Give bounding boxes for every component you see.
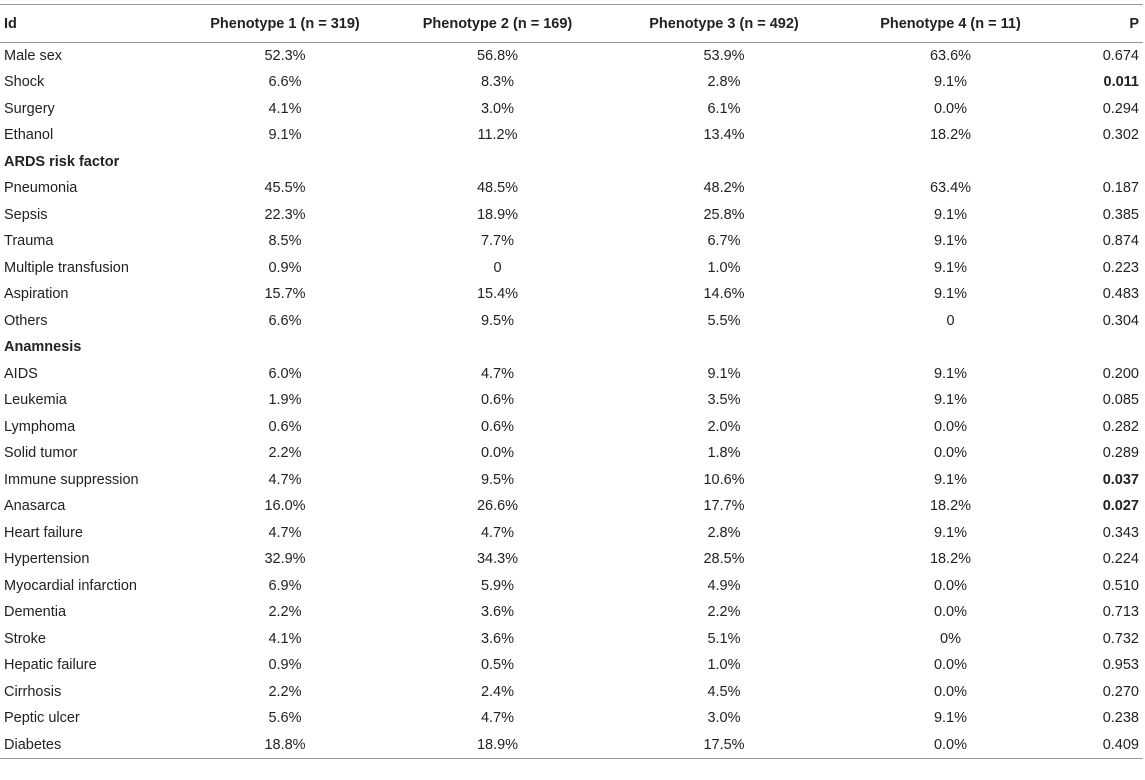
cell-p-value: 0.674 xyxy=(1102,48,1139,64)
cell-p-value: 0.732 xyxy=(1102,630,1139,647)
cell-phenotype-3: 5.1% xyxy=(707,630,741,647)
table-row xyxy=(0,43,1143,70)
cell-phenotype-4: 0% xyxy=(940,630,961,647)
table-row xyxy=(0,228,1143,255)
cell-phenotype-1: 4.7% xyxy=(268,471,302,488)
row-label: Immune suppression xyxy=(4,471,139,488)
cell-phenotype-4: 9.1% xyxy=(933,524,968,541)
row-label: Peptic ulcer xyxy=(4,710,80,727)
cell-p-value: 0.510 xyxy=(1102,577,1139,594)
cell-p-value: 0.302 xyxy=(1102,127,1139,144)
cell-phenotype-4: 0.0% xyxy=(933,577,968,594)
cell-p-value: 0.187 xyxy=(1102,180,1139,197)
table-row xyxy=(0,546,1143,573)
cell-p-value: 0.238 xyxy=(1102,710,1139,727)
cell-phenotype-3: 48.2% xyxy=(703,180,745,197)
table-row xyxy=(0,308,1143,335)
cell-phenotype-3: 2.0% xyxy=(707,418,741,435)
cell-p-value: 0.409 xyxy=(1063,732,1143,759)
row-label: Hepatic failure xyxy=(4,657,97,674)
cell-p-value: 0.037 xyxy=(1102,471,1139,488)
cell-phenotype-1: 15.7% xyxy=(264,286,306,303)
row-label: Hypertension xyxy=(4,551,90,568)
cell-p-value: 0.713 xyxy=(1102,604,1139,621)
cell-phenotype-2: 56.8% xyxy=(476,48,519,64)
cell-p-value: 0.483 xyxy=(1102,286,1139,303)
cell-phenotype-2: 5.9% xyxy=(480,577,515,594)
cell-p-value: 0.200 xyxy=(1102,365,1139,382)
cell-phenotype-1: 18.8% xyxy=(185,732,385,759)
table-row xyxy=(0,255,1143,282)
cell-phenotype-2: 11.2% xyxy=(477,127,518,144)
table-row xyxy=(0,467,1143,494)
cell-phenotype-3: 13.4% xyxy=(703,127,745,144)
cell-phenotype-3: 17.5% xyxy=(610,732,838,759)
cell-phenotype-1: 6.6% xyxy=(268,74,302,91)
row-label: Surgery xyxy=(4,100,55,117)
cell-phenotype-3: 1.8% xyxy=(707,445,741,462)
cell-phenotype-4: 0.0% xyxy=(933,657,968,674)
cell-phenotype-4: 0 xyxy=(946,312,955,329)
cell-phenotype-3: 25.8% xyxy=(703,206,745,223)
cell-p-value: 0.304 xyxy=(1102,312,1139,329)
cell-phenotype-2: 0.5% xyxy=(480,657,515,674)
cell-phenotype-2: 0.0% xyxy=(480,445,515,462)
cell-phenotype-1: 8.5% xyxy=(268,233,302,250)
cell-phenotype-1: 0.6% xyxy=(268,418,302,435)
cell-phenotype-2: 3.6% xyxy=(480,604,515,621)
cell-phenotype-1: 5.6% xyxy=(268,710,302,727)
row-label: Sepsis xyxy=(4,206,48,223)
cell-phenotype-3: 1.0% xyxy=(707,657,741,674)
cell-phenotype-3: 2.2% xyxy=(707,604,741,621)
table-row xyxy=(0,96,1143,123)
table-row xyxy=(0,493,1143,520)
cell-p-value: 0.343 xyxy=(1102,524,1139,541)
cell-phenotype-1: 0.9% xyxy=(268,259,302,276)
section-label: Anamnesis xyxy=(4,339,82,356)
cell-phenotype-1: 2.2% xyxy=(268,604,302,621)
cell-phenotype-1: 22.3% xyxy=(264,206,306,223)
cell-phenotype-1: 6.6% xyxy=(268,312,302,329)
cell-phenotype-3: 4.9% xyxy=(707,577,741,594)
row-label: Diabetes xyxy=(0,732,185,759)
cell-phenotype-4: 18.2% xyxy=(929,127,972,144)
cell-phenotype-4: 63.6% xyxy=(929,48,972,64)
cell-p-value: 0.289 xyxy=(1102,445,1139,462)
header-row xyxy=(0,5,1143,43)
cell-phenotype-3: 6.1% xyxy=(707,100,741,117)
cell-phenotype-2: 2.4% xyxy=(480,683,515,700)
table-row xyxy=(0,732,1143,759)
table-row xyxy=(0,122,1143,149)
table-row xyxy=(0,202,1143,229)
cell-phenotype-2: 18.9% xyxy=(476,206,519,223)
cell-phenotype-4: 63.4% xyxy=(929,180,972,197)
table-row xyxy=(0,361,1143,388)
table-row xyxy=(0,440,1143,467)
cell-phenotype-2: 8.3% xyxy=(480,74,515,91)
section-header-row xyxy=(0,149,1143,176)
cell-p-value: 0.270 xyxy=(1102,683,1139,700)
table-row xyxy=(0,414,1143,441)
cell-phenotype-3: 5.5% xyxy=(707,312,741,329)
cell-phenotype-1: 6.9% xyxy=(268,577,302,594)
table-row xyxy=(0,175,1143,202)
cell-p-value: 0.282 xyxy=(1102,418,1139,435)
row-label: Solid tumor xyxy=(4,445,78,462)
header-phenotype-4: Phenotype 4 (n = 11) xyxy=(838,5,1063,43)
cell-p-value: 0.874 xyxy=(1102,233,1139,250)
cell-phenotype-4: 0.0% xyxy=(838,732,1063,759)
cell-phenotype-4: 0.0% xyxy=(933,418,968,435)
cell-phenotype-3: 4.5% xyxy=(707,683,741,700)
section-header-row xyxy=(0,334,1143,361)
cell-p-value: 0.294 xyxy=(1102,100,1139,117)
row-label: Multiple transfusion xyxy=(4,259,129,276)
cell-phenotype-4: 0.0% xyxy=(933,445,968,462)
phenotype-table xyxy=(0,4,1143,759)
cell-phenotype-3: 14.6% xyxy=(703,286,745,303)
cell-phenotype-4: 0.0% xyxy=(933,683,968,700)
cell-phenotype-4: 9.1% xyxy=(933,233,968,250)
cell-phenotype-1: 6.0% xyxy=(268,365,302,382)
cell-phenotype-2: 4.7% xyxy=(480,365,515,382)
row-label: Male sex xyxy=(4,48,63,64)
cell-p-value: 0.011 xyxy=(1103,74,1139,91)
row-label: Leukemia xyxy=(4,392,67,409)
cell-phenotype-1: 16.0% xyxy=(264,498,306,515)
cell-p-value: 0.085 xyxy=(1102,392,1139,409)
cell-phenotype-3: 1.0% xyxy=(707,259,741,276)
cell-phenotype-2: 3.0% xyxy=(480,100,515,117)
cell-phenotype-1: 4.1% xyxy=(268,100,302,117)
table-row xyxy=(0,520,1143,547)
cell-phenotype-3: 53.9% xyxy=(703,48,745,64)
cell-phenotype-1: 9.1% xyxy=(268,127,302,144)
row-label: Others xyxy=(4,312,48,329)
table-row xyxy=(0,679,1143,706)
table-row xyxy=(0,573,1143,600)
cell-phenotype-3: 28.5% xyxy=(703,551,745,568)
cell-phenotype-4: 9.1% xyxy=(933,471,968,488)
cell-phenotype-3: 10.6% xyxy=(703,471,745,488)
cell-phenotype-1: 45.5% xyxy=(264,180,306,197)
cell-p-value: 0.224 xyxy=(1102,551,1139,568)
cell-phenotype-3: 6.7% xyxy=(707,233,741,250)
cell-phenotype-4: 9.1% xyxy=(933,392,968,409)
cell-phenotype-4: 0.0% xyxy=(933,604,968,621)
row-label: Aspiration xyxy=(4,286,69,303)
table-row xyxy=(0,387,1143,414)
table-row xyxy=(0,69,1143,96)
row-label: Ethanol xyxy=(4,127,54,144)
row-label: Trauma xyxy=(4,233,54,250)
cell-phenotype-2: 3.6% xyxy=(480,630,515,647)
cell-phenotype-2: 48.5% xyxy=(476,180,519,197)
cell-phenotype-4: 9.1% xyxy=(933,286,968,303)
cell-phenotype-1: 4.7% xyxy=(268,524,302,541)
cell-phenotype-3: 9.1% xyxy=(707,365,741,382)
cell-phenotype-4: 18.2% xyxy=(929,551,972,568)
cell-phenotype-1: 32.9% xyxy=(264,551,306,568)
cell-phenotype-1: 1.9% xyxy=(268,392,302,409)
cell-p-value: 0.385 xyxy=(1102,206,1139,223)
cell-phenotype-4: 9.1% xyxy=(933,365,968,382)
cell-phenotype-3: 2.8% xyxy=(707,524,741,541)
table-row xyxy=(0,599,1143,626)
cell-p-value: 0.953 xyxy=(1102,657,1139,674)
header-p-value: P xyxy=(1063,5,1143,43)
row-label: Cirrhosis xyxy=(4,683,62,700)
cell-phenotype-2: 9.5% xyxy=(480,312,515,329)
cell-phenotype-2: 18.9% xyxy=(385,732,610,759)
cell-phenotype-4: 18.2% xyxy=(929,498,972,515)
row-label: Anasarca xyxy=(4,498,66,515)
cell-phenotype-1: 2.2% xyxy=(268,445,302,462)
cell-phenotype-2: 26.6% xyxy=(476,498,519,515)
cell-phenotype-3: 2.8% xyxy=(707,74,741,91)
cell-phenotype-2: 0 xyxy=(493,259,502,276)
row-label: AIDS xyxy=(4,365,38,382)
cell-phenotype-2: 15.4% xyxy=(476,286,519,303)
cell-phenotype-4: 0.0% xyxy=(933,100,968,117)
row-label: Stroke xyxy=(4,630,46,647)
cell-phenotype-3: 17.7% xyxy=(703,498,745,515)
cell-phenotype-1: 0.9% xyxy=(268,657,302,674)
cell-phenotype-1: 4.1% xyxy=(268,630,302,647)
cell-phenotype-3: 3.5% xyxy=(707,392,741,409)
cell-phenotype-3: 3.0% xyxy=(707,710,741,727)
cell-phenotype-2: 9.5% xyxy=(480,471,515,488)
cell-phenotype-2: 0.6% xyxy=(480,392,515,409)
table-row xyxy=(0,626,1143,653)
header-phenotype-2: Phenotype 2 (n = 169) xyxy=(385,5,610,43)
header-phenotype-1: Phenotype 1 (n = 319) xyxy=(185,5,385,43)
cell-p-value: 0.027 xyxy=(1102,498,1139,515)
table-row xyxy=(0,705,1143,732)
cell-phenotype-1: 52.3% xyxy=(264,48,306,64)
row-label: Lymphoma xyxy=(4,418,76,435)
cell-phenotype-2: 7.7% xyxy=(480,233,515,250)
row-label: Heart failure xyxy=(4,524,83,541)
table-row xyxy=(0,281,1143,308)
cell-phenotype-4: 9.1% xyxy=(933,259,968,276)
cell-phenotype-4: 9.1% xyxy=(933,710,968,727)
header-id: Id xyxy=(0,5,185,43)
header-phenotype-3: Phenotype 3 (n = 492) xyxy=(610,5,838,43)
cell-phenotype-2: 0.6% xyxy=(480,418,515,435)
cell-p-value: 0.223 xyxy=(1102,259,1139,276)
cell-phenotype-1: 2.2% xyxy=(268,683,302,700)
row-label: Dementia xyxy=(4,604,67,621)
row-label: Pneumonia xyxy=(4,180,78,197)
row-label: Shock xyxy=(4,74,45,91)
table-row xyxy=(0,652,1143,679)
cell-phenotype-4: 9.1% xyxy=(933,206,968,223)
row-label: Myocardial infarction xyxy=(4,577,137,594)
cell-phenotype-2: 4.7% xyxy=(480,524,515,541)
section-label: ARDS risk factor xyxy=(4,153,120,170)
cell-phenotype-4: 9.1% xyxy=(933,74,968,91)
cell-phenotype-2: 34.3% xyxy=(476,551,519,568)
cell-phenotype-2: 4.7% xyxy=(480,710,515,727)
